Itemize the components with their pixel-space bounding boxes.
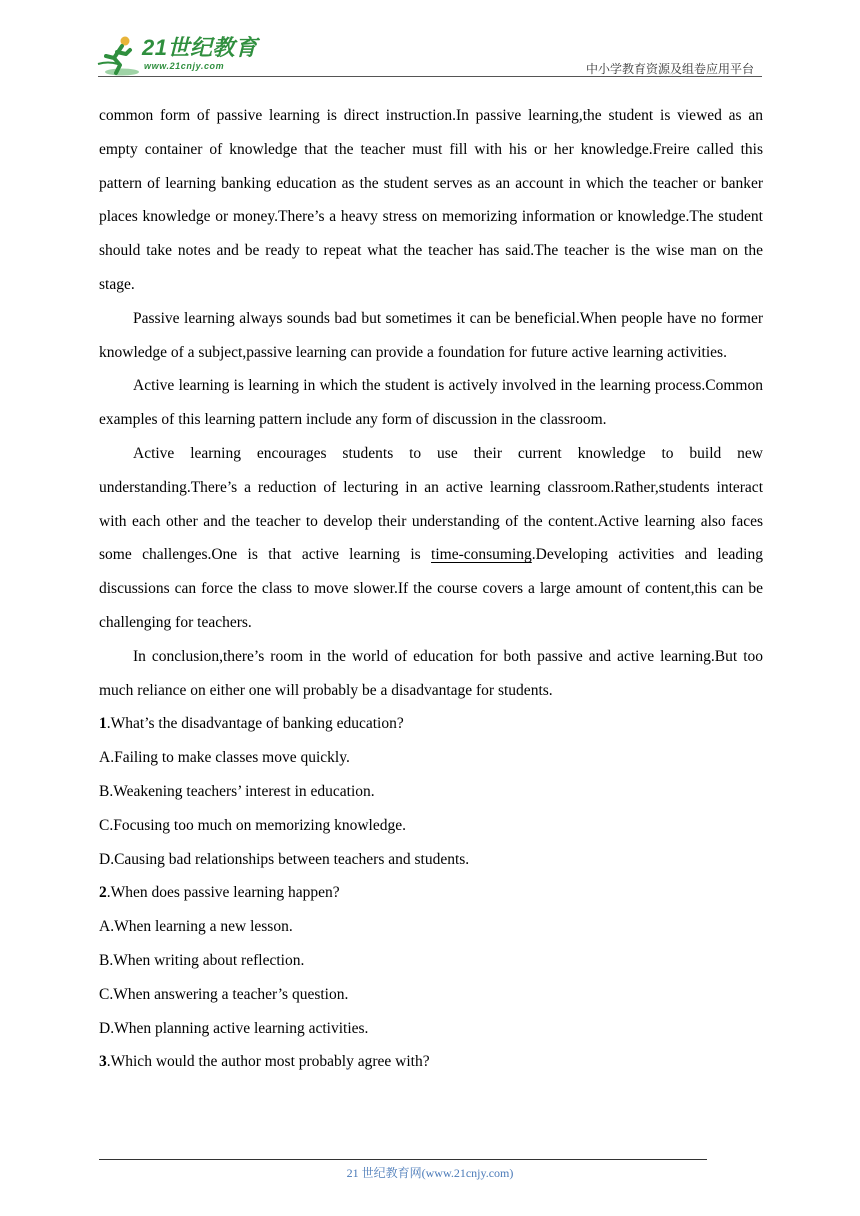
question-text: .When does passive learning happen? — [106, 884, 340, 902]
paragraph-4-text-start: Active learning encourages students to use their current knowledge to build new understanding.There’s a reduction of lecturing in an active learning classroom.Rather,students interact with each other and the teacher to develop their understanding of the content.Active learning also faces some challenges.One is that active learning is — [99, 444, 763, 564]
question-1-stem — [99, 707, 763, 741]
running-figure-icon — [92, 34, 140, 78]
question-1-option-b: B.Weakening teachers’ interest in education. — [99, 782, 375, 800]
paragraph-4-text-end: .Developing activities and leading discussions can force the class to move slower.If the course covers a large amount of content,this can be challenging for teachers. — [99, 546, 763, 631]
question-2-option-b: B.When writing about reflection. — [99, 951, 305, 969]
question-text: .Which would the author most probably agree with? — [106, 1053, 430, 1071]
question-2-stem — [99, 876, 763, 910]
logo-url: www.21cnjy.com — [144, 61, 225, 71]
passage-paragraph-5: In conclusion,there’s room in the world of education for both passive and active learning.But too much reliance on either one will probably be a disadvantage for students. — [99, 647, 763, 699]
question-2-option-d: D.When planning active learning activities. — [99, 1019, 369, 1037]
question-3-stem — [99, 1045, 763, 1079]
question-2-option-c: C.When answering a teacher’s question. — [99, 985, 349, 1003]
passage-paragraph-4 — [99, 437, 763, 640]
passage-paragraph-2: Passive learning always sounds bad but sometimes it can be beneficial.When people have no former knowledge of a subject,passive learning can provide a foundation for future active learning activities. — [99, 309, 763, 361]
question-number: 2 — [99, 884, 107, 902]
passage-paragraph-1: common form of passive learning is direct instruction.In passive learning,the student is viewed as an empty container of knowledge that the teacher must fill with his or her knowledge.Freire called this pattern of learning banking education as the student serves as an account in which the teacher or banker places knowledge or money.There’s a heavy stress on memorizing information or knowledge.The student should take notes and be ready to repeat what the teacher has said.The teacher is the wise man on the stage. — [99, 107, 763, 293]
footer-divider — [99, 1159, 707, 1160]
underlined-term: time-consuming — [431, 546, 532, 564]
page-header — [0, 0, 860, 80]
footer-site-link[interactable]: 21 世纪教育网(www.21cnjy.com) — [346, 1166, 514, 1180]
question-number: 3 — [99, 1053, 107, 1071]
passage-paragraph-3: Active learning is learning in which the student is actively involved in the learning process.Common examples of this learning pattern include any form of discussion in the classroom. — [99, 377, 763, 429]
question-1-option-a: A.Failing to make classes move quickly. — [99, 749, 350, 767]
question-1-option-d: D.Causing bad relationships between teachers and students. — [99, 850, 470, 868]
question-text: .What’s the disadvantage of banking education? — [106, 715, 404, 733]
platform-name: 中小学教育资源及组卷应用平台 — [585, 62, 754, 76]
question-1-option-c: C.Focusing too much on memorizing knowledge. — [99, 816, 406, 834]
question-number: 1 — [99, 715, 107, 733]
site-logo[interactable] — [92, 34, 262, 78]
question-2-option-a: A.When learning a new lesson. — [99, 918, 293, 936]
document-body — [99, 99, 763, 1079]
header-divider — [98, 76, 762, 77]
logo-title: 21世纪教育 — [142, 35, 258, 60]
